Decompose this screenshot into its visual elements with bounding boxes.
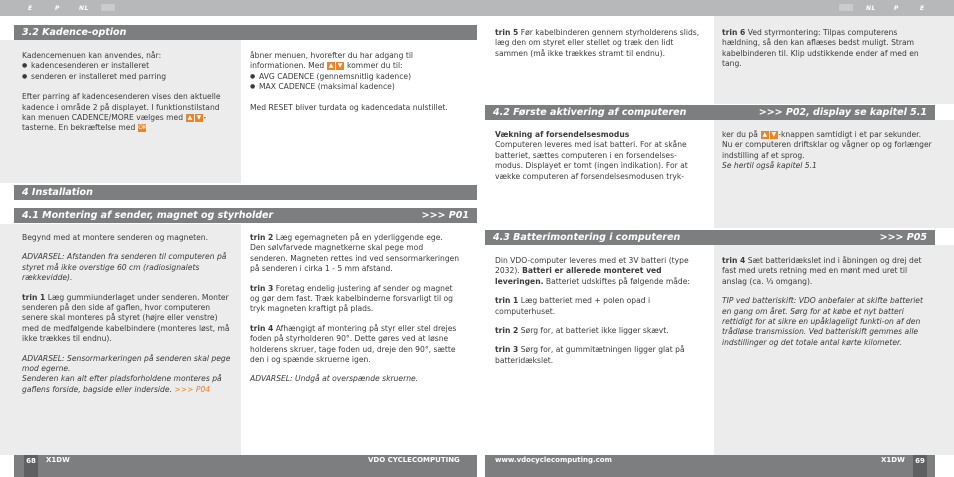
section-title-4-3: 4.3 Batterimontering i computeren bbox=[493, 232, 681, 243]
down-triangle-icon: ▼ bbox=[337, 62, 343, 70]
s32-col1 bbox=[22, 51, 234, 134]
section-ref-4-3: >>> P05 bbox=[879, 232, 927, 243]
s42-col2-para-2: Se hertil også kapitel 5.1 bbox=[722, 161, 817, 171]
s42-subhead: Vækning af forsendelsesmodus bbox=[495, 130, 630, 139]
s32-intro: Kadencemenuen kan anvendes, når: bbox=[22, 51, 162, 60]
right-top-col2 bbox=[722, 28, 932, 70]
s42-col2 bbox=[722, 130, 932, 172]
section-header-4-2 bbox=[485, 105, 935, 120]
lang-tab-nl-right[interactable]: NL bbox=[866, 5, 876, 12]
s42-col1 bbox=[495, 130, 703, 182]
s43-step-1: Læg batteriet med + polen opad i computerhuset. bbox=[495, 296, 651, 316]
step-6-label: trin 6 bbox=[722, 28, 746, 37]
section-ref-4-2: >>> P02, display se kapitel 5.1 bbox=[758, 107, 927, 118]
s43-step-2: Sørg for, at batteriet ikke ligger skævt. bbox=[520, 326, 669, 336]
s41-warning-4: ADVARSEL: Undgå at overspænde skruerne. bbox=[250, 374, 419, 384]
down-triangle-icon: ▼ bbox=[771, 131, 777, 138]
s43-para-1-bold: Batteri er allerede monteret ved leveringen. bbox=[495, 266, 662, 286]
page-number-right: 69 bbox=[913, 455, 927, 477]
section-title-3-2: 3.2 Kadence-option bbox=[22, 27, 127, 38]
footer-left bbox=[14, 455, 477, 477]
s32-col2-bullet-1: ● AVG CADENCE (gennemsnitlig kadence) bbox=[250, 72, 460, 82]
s43-col2 bbox=[722, 256, 932, 357]
s41-step-4: Afhængigt af montering på styr eller stel drejes foden på styrholderen 90°. Dette gøres ved at løsne holderens skruer, tage foden ud, dreje den 90°, sætte den i og spænde skruerne igen. bbox=[250, 323, 457, 365]
section-ref-4-1: >>> P01 bbox=[421, 210, 469, 221]
s41-step-1-label: trin 1 bbox=[22, 292, 46, 302]
lang-tab-e[interactable]: E bbox=[28, 5, 33, 12]
s32-col2 bbox=[250, 51, 460, 113]
down-triangle-icon: ▼ bbox=[196, 114, 202, 122]
right-top-col1 bbox=[495, 28, 700, 59]
s41-warning-2: ADVARSEL: Sensormarkeringen på senderen skal pege mod egerne. bbox=[22, 353, 231, 374]
s43-tip: TIP ved batteriskift: VDO anbefaler at skifte batteriet en gang om året. Sørg for at købe et nyt batteri rettidigt for at sikre en upåklageligt funkti-on af den trådløse transmission. Ved batteriskift gemmes alle indstillinger og det totale antal kørte kilometer. bbox=[722, 296, 923, 347]
s43-step-1-label: trin 1 bbox=[495, 296, 519, 306]
s41-para-1: Begynd med at montere senderen og magneten. bbox=[22, 233, 209, 242]
section-title-4-2: 4.2 Første aktivering af computeren bbox=[493, 107, 687, 118]
footer-left-model: X1DW bbox=[46, 456, 70, 464]
s32-col2-bullet-2: ● MAX CADENCE (maksimal kadence) bbox=[250, 82, 460, 92]
ok-key-icon: OK bbox=[138, 124, 147, 132]
page-number-left: 68 bbox=[24, 455, 38, 477]
s43-step-4-label: trin 4 bbox=[722, 256, 746, 265]
s41-warning-3: Senderen kan alt efter pladsforholdene monteres på gaflens forside, bagside eller inderside. bbox=[22, 374, 222, 394]
s43-step-4: Sæt batteridækslet ind i åbningen og drej det fast med urets retning med en mønt med uret til anslag (ca. ⅓ omgang). bbox=[722, 256, 922, 286]
lang-tab-p[interactable]: P bbox=[55, 5, 60, 12]
s41-warning-1: ADVARSEL: Afstanden fra senderen til computeren på styret må ikke overstige 60 cm (radiosignalets rækkevidde). bbox=[22, 252, 227, 283]
s41-warning-3-ref: >>> P04 bbox=[174, 384, 211, 394]
footer-left-brand: VDO CYCLECOMPUTING bbox=[368, 456, 460, 464]
footer-right-url[interactable]: www.vdocyclecomputing.com bbox=[495, 456, 612, 464]
section-header-4-3 bbox=[485, 230, 935, 245]
footer-right bbox=[485, 455, 935, 477]
section-header-4-1 bbox=[14, 208, 477, 223]
s41-step-3: Foretag endelig justering af sender og magnet og gør dem fast. Træk kabelbinderne forsvarligt til og tryk magneten kraftigt på plads. bbox=[250, 283, 454, 314]
s43-col1 bbox=[495, 256, 703, 375]
top-bar bbox=[0, 0, 954, 16]
s32-bullet-1: ● kadencesenderen er installeret bbox=[22, 61, 234, 71]
s32-col2-para-2: Med RESET bliver turdata og kadencedata nulstillet. bbox=[250, 102, 448, 112]
s41-step-2-label: trin 2 bbox=[250, 233, 274, 242]
lang-tab-dk-current: DK bbox=[103, 4, 113, 11]
s32-col2-para-1-end: kommer du til: bbox=[347, 61, 403, 71]
step-5: Før kabelbinderen gennem styrholderens slids, læg den om styret eller stellet og træk den lidt sammen (må ikke trækkes stramt til endnu). bbox=[495, 28, 700, 58]
s43-step-3: Sørg for, at gummitætningen ligger glat på batteridækslet. bbox=[495, 345, 685, 365]
up-triangle-icon: ▲ bbox=[328, 62, 334, 70]
section-title-4: 4 Installation bbox=[22, 187, 93, 198]
s43-step-2-label: trin 2 bbox=[495, 326, 519, 336]
s43-step-3-label: trin 3 bbox=[495, 345, 519, 355]
s32-para-2-mid: -tasterne. En bekræftelse med bbox=[22, 113, 207, 133]
lang-tab-p-right[interactable]: P bbox=[894, 5, 899, 12]
s42-col2-para-1: -knappen samtidigt i et par sekunder. Nu er computeren driftsklar og vågner op og forlænger indstilling af et sprog. bbox=[722, 130, 932, 160]
s32-bullet-2: ● senderen er installeret med parring bbox=[22, 72, 234, 82]
step-5-label: trin 5 bbox=[495, 28, 519, 37]
s43-para-1-end: Batteriet udskiftes på følgende måde: bbox=[545, 276, 690, 286]
s41-col2 bbox=[250, 233, 460, 394]
s42-para-1: Computeren leveres med isat batteri. For at skåne batteriet, sættes computeren i en forsendelses-modus. Displayet er tomt (ingen indikation). For at vække computeren af forsendelsesmodusen tryk- bbox=[495, 140, 688, 181]
step-6: Ved styrmontering: Tilpas computerens hældning, så den kan aflæses bedst muligt. Stram kabelbinderen til. Klip udstikkende ender af med en tang. bbox=[722, 28, 919, 69]
s41-step-2: Læg egemagneten på en yderliggende ege. Den sølvfarvede magnetkerne skal pege mod senderen. Magneten rettes ind ved sensormarkeringen på senderen i cirka 1 - 5 mm afstand. bbox=[250, 233, 460, 274]
s32-para-2: Efter parring af kadencesenderen vises den aktuelle kadence i område 2 på displayet. I funktionstilstand kan menuen CADENCE/MORE vælges med bbox=[22, 92, 221, 123]
section-title-4-1: 4.1 Montering af sender, magnet og styrholder bbox=[22, 210, 274, 221]
up-triangle-icon: ▲ bbox=[187, 114, 193, 122]
s42-col2-start: ker du på bbox=[722, 130, 758, 139]
s41-step-1: Læg gummiunderlaget under senderen. Monter senderen på den side af gaflen, hvor computeren senere skal monteres på styret (højre eller venstre) med de medfølgende kabelbindere (monteres løst, må ikke trækkes til endnu). bbox=[22, 292, 230, 344]
s32-col2-para-1: åbner menuen, hvorefter du har adgang til informationen. Med bbox=[250, 51, 414, 71]
lang-tab-e-right[interactable]: E bbox=[920, 5, 925, 12]
footer-right-model: X1DW bbox=[881, 456, 905, 464]
s41-step-4-label: trin 4 bbox=[250, 323, 274, 333]
s43-para-1-start: Din VDO-computer leveres med et 3V batteri (type 2032). bbox=[495, 256, 689, 276]
up-triangle-icon: ▲ bbox=[762, 131, 768, 138]
lang-tab-nl[interactable]: NL bbox=[79, 5, 89, 12]
s41-step-3-label: trin 3 bbox=[250, 283, 274, 293]
section-header-4 bbox=[14, 185, 477, 200]
s41-col1 bbox=[22, 233, 234, 395]
section-header-3-2 bbox=[14, 25, 477, 40]
lang-tab-dk-current-right: DK bbox=[841, 4, 851, 11]
